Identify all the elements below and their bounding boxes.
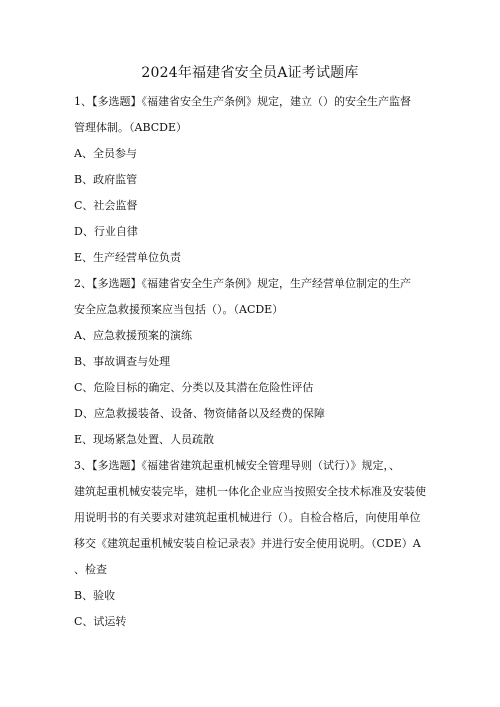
question-1-option-d: D、行业自律	[74, 225, 138, 238]
question-2-option-b: B、事故调查与处理	[74, 355, 171, 368]
question-2-option-d: D、应急救援装备、设备、物资储备以及经费的保障	[74, 407, 325, 420]
question-3-option-a: 、检查	[74, 563, 107, 576]
question-1-option-a: A、全员参与	[74, 147, 137, 160]
question-3-line-3: 用说明书的有关要求对建筑起重机械进行（）。自检合格后，向使用单位	[74, 511, 421, 524]
question-2-option-a: A、应急救援预案的演练	[74, 329, 192, 342]
question-3-line-4: 移交《建筑起重机械安装自检记录表》并进行安全使用说明。（CDE）A	[74, 537, 421, 550]
question-1-line-2: 管理体制。（ABCDE）	[74, 121, 187, 134]
question-3-line-2: 建筑起重机械安装完毕，建机一体化企业应当按照安全技术标准及安装使	[74, 485, 426, 498]
question-1-option-b: B、政府监管	[74, 173, 138, 186]
question-1-option-c: C、社会监督	[74, 199, 138, 212]
question-2-option-e: E、现场紧急处置、人员疏散	[74, 433, 215, 446]
question-3-line-1: 3、【多选题】《福建省建筑起重机械安全管理导则（试行）》规定，、	[74, 459, 400, 472]
question-1-option-e: E、生产经营单位负责	[74, 251, 182, 264]
question-3-option-b: B、验收	[74, 589, 116, 602]
question-2-line-1: 2、【多选题】《福建省安全生产条例》规定，生产经营单位制定的生产	[74, 277, 411, 290]
question-1-line-1: 1、【多选题】《福建省安全生产条例》规定，建立（）的安全生产监督	[74, 95, 411, 108]
question-2-line-2: 安全应急救援预案应当包括（）。（ACDE）	[74, 303, 284, 316]
question-2-option-c: C、危险目标的确定、分类以及其潜在危险性评估	[74, 381, 314, 394]
document-title: 2024年福建省安全员A证考试题库	[141, 65, 359, 81]
question-3-option-c: C、试运转	[74, 615, 127, 628]
